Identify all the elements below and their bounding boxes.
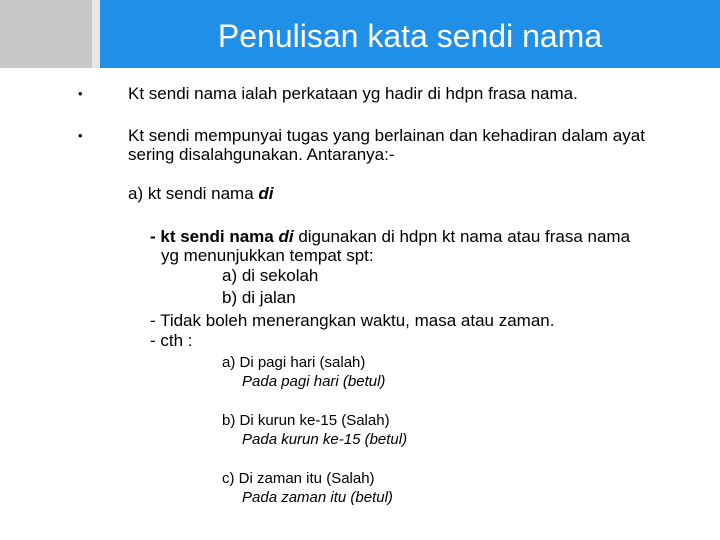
section-heading	[128, 184, 274, 203]
bullet-text: Kt sendi nama ialah perkataan yg hadir di hdpn frasa nama.	[128, 84, 578, 103]
slide-header	[0, 0, 720, 68]
bullet-marker: •	[78, 128, 83, 143]
example-correct: Pada zaman itu (betul)	[242, 489, 393, 506]
example-correct: Pada pagi hari (betul)	[242, 373, 386, 390]
section-heading-emphasis: di	[258, 184, 274, 203]
header-grey-block	[0, 0, 92, 68]
place-example-a: a) di sekolah	[222, 266, 319, 285]
usage-description-emphasis: di	[278, 227, 294, 246]
section-heading-text: a) kt sendi nama	[128, 184, 259, 203]
bullet-marker: •	[78, 86, 83, 101]
usage-description-text: digunakan di hdpn kt nama atau frasa nama	[293, 227, 631, 246]
usage-description-dash: - kt sendi nama	[150, 227, 279, 246]
example-wrong: b) Di kurun ke-15 (Salah)	[222, 412, 390, 429]
header-grey-strip	[92, 0, 100, 68]
example-wrong: a) Di pagi hari (salah)	[222, 354, 366, 371]
bullet-text-continued: sering disalahgunakan. Antaranya:-	[128, 145, 395, 164]
usage-rule: - Tidak boleh menerangkan waktu, masa atau zaman.	[150, 311, 555, 330]
example-correct: Pada kurun ke-15 (betul)	[242, 431, 408, 448]
bullet-text: Kt sendi mempunyai tugas yang berlainan dan kehadiran dalam ayat	[128, 126, 645, 145]
examples-label: - cth :	[150, 331, 193, 350]
place-example-b: b) di jalan	[222, 288, 296, 307]
slide-title: Penulisan kata sendi nama	[217, 18, 603, 54]
usage-description	[150, 227, 630, 246]
usage-description-continued: yg menunjukkan tempat spt:	[161, 246, 374, 265]
example-wrong: c) Di zaman itu (Salah)	[222, 470, 375, 487]
